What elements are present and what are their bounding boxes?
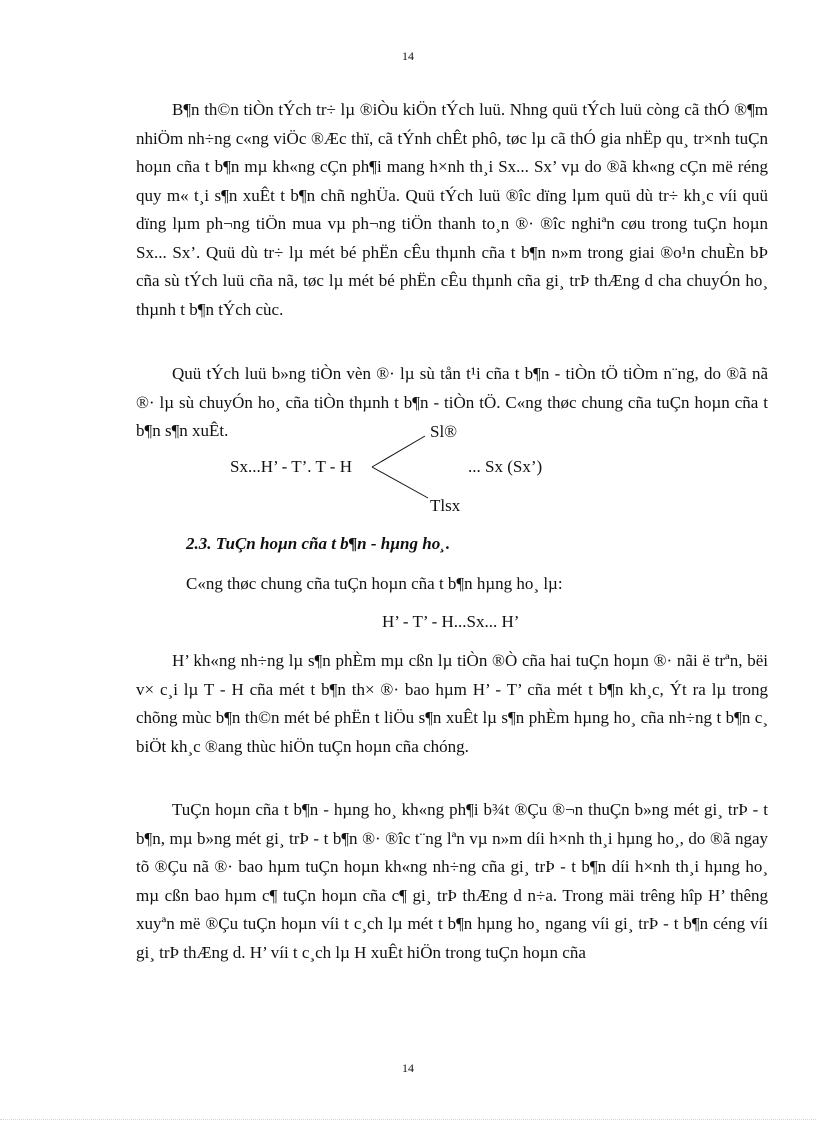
branch-line-lower <box>372 467 428 498</box>
general-formula: H’ - T’ - H...Sx... H’ <box>382 612 520 631</box>
diagram-branch-lines <box>370 436 430 506</box>
formula-intro: C«ng thøc chung cña tuÇn hoµn cña t b¶n hµng ho¸ lµ: <box>186 574 563 593</box>
paragraph-text: Quü tÝch luü b»ng tiÒn vèn ®· lµ sù tån t¹i cña t b¶n - tiÒn tÖ tiÒm n¨ng, do ®ã nã ®· lµ sù chuyÓn ho¸ cña tiÒn thµnh t b¶n - tiÒn tÖ. C«ng thøc chung cña tuÇn hoµn cña t b¶n s¶n xuÊt. <box>136 364 768 440</box>
section-heading: 2.3. TuÇn hoµn cña t b¶n - hµng ho¸. <box>186 534 451 553</box>
body-paragraph-1 <box>136 96 768 324</box>
paragraph-text: H’ kh«ng nh÷ng lµ s¶n phÈm mµ cßn lµ tiÒn ®Ò cña hai tuÇn hoµn ®· nãi ë trªn, bëi v× c¸i lµ T - H cña mét t b¶n th× ®· bao hµm H’ - T’ cña mét t b¶n kh¸c, Ýt ra lµ trong chõng mùc b¶n th©n mét bé phËn t liÖu s¶n xuÊt lµ s¶n phÈm hµng ho¸ cña nh÷ng t b¶n c¸ biÖt kh¸c ®ang thùc hiÖn tuÇn hoµn cña chóng. <box>136 651 768 756</box>
branch-line-upper <box>372 436 425 467</box>
body-paragraph-3 <box>136 647 768 761</box>
page-bottom-divider <box>0 1119 816 1120</box>
paragraph-text: B¶n th©n tiÒn tÝch tr÷ lµ ®iÒu kiÖn tÝch luü. Nhng quü tÝch luü còng cã thÓ ®¶m nhiÖm nh÷ng c«ng viÖc ®Æc thï, cã tÝnh chÊt phô, tøc lµ cã thÓ gia nhËp qu¸ tr×nh tuÇn hoµn cña t b¶n mµ kh«ng cÇn ph¶i mang h×nh th¸i Sx... Sx’ vµ do ®ã kh«ng cÇn më réng quy m« t¸i s¶n xuÊt t b¶n chñ nghÜa. Quü tÝch luü ®îc dïng lµm quü dù tr÷ kh¸c víi quü dïng lµm ph¬ng tiÖn mua vµ ph¬ng tiÖn thanh to¸n ®· ®îc nghiªn cøu trong tuÇn hoµn Sx... Sx’. Quü dù tr÷ lµ mét bé phËn cÊu thµnh cña t b¶n n»m trong giai ®o¹n chuÈn bÞ cña sù tÝch luü cña nã, tøc lµ mét bé phËn cÊu thµnh cña gi¸ trÞ thÆng d cha chuyÓn ho¸ thµnh t b¶n tÝch cùc. <box>136 100 768 319</box>
diagram-lower-label: Tlsx <box>430 496 461 515</box>
diagram-left-expression: Sx...H’ - T’. T - H <box>230 457 352 476</box>
circulation-diagram <box>230 422 590 520</box>
page-number-top: 14 <box>402 49 414 63</box>
body-paragraph-4 <box>136 796 768 967</box>
diagram-upper-label: Sl® <box>430 422 458 441</box>
paragraph-text: TuÇn hoµn cña t b¶n - hµng ho¸ kh«ng ph¶i b¾t ®Çu ®¬n thuÇn b»ng mét gi¸ trÞ - t b¶n, mµ b»ng mét gi¸ trÞ - t b¶n ®· ®îc t¨ng lªn vµ n»m díi h×nh th¸i hµng ho¸, do ®ã ngay tõ ®Çu nã ®· bao hµm tuÇn hoµn kh«ng nh÷ng cña gi¸ trÞ - t b¶n díi h×nh th¸i hµng ho¸ mµ cßn bao hµm c¶ tuÇn hoµn cña c¶ gi¸ trÞ thÆng d n÷a. Trong mäi trêng hîp H’ thêng xuyªn më ®Çu tuÇn hoµn víi t c¸ch lµ mét t b¶n hµng ho¸ ngang víi gi¸ trÞ - t b¶n céng víi gi¸ trÞ thÆng d. H’ víi t c¸ch lµ H xuÊt hiÖn trong tuÇn hoµn cña <box>136 800 768 962</box>
page-number-bottom: 14 <box>402 1061 414 1075</box>
diagram-right-expression: ... Sx (Sx’) <box>468 457 543 476</box>
